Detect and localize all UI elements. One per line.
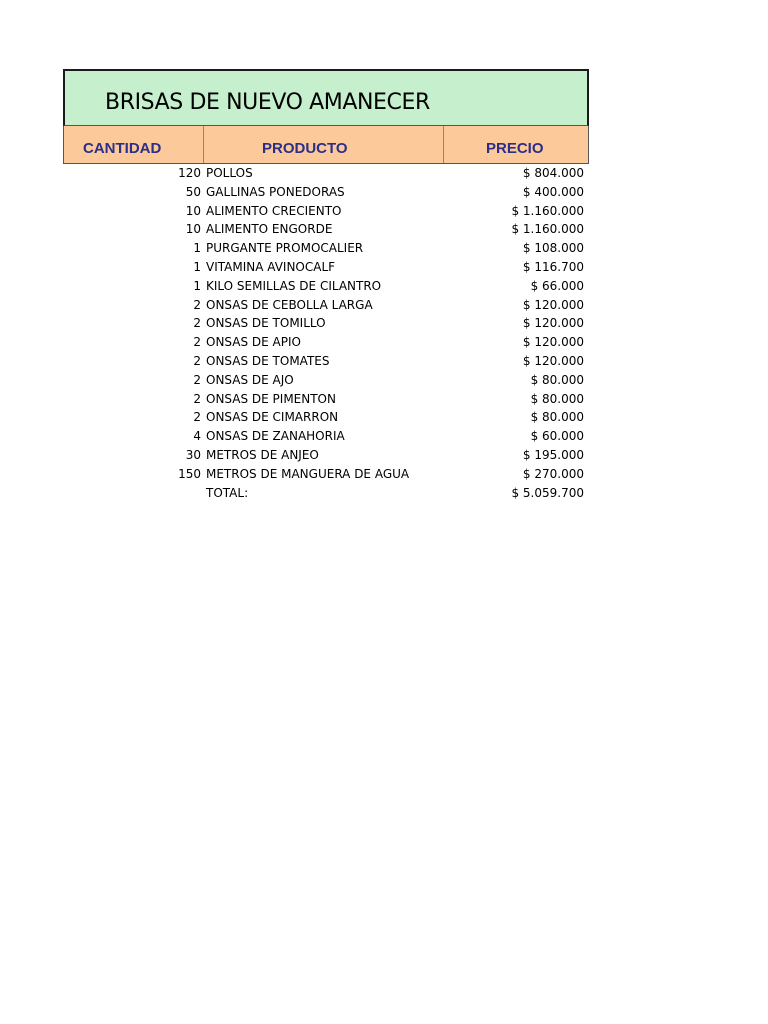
- header-precio: PRECIO: [486, 140, 544, 157]
- cantidad-cell: 2: [193, 410, 201, 425]
- table-row: [63, 220, 589, 239]
- table-row: [63, 277, 589, 296]
- header-producto: PRODUCTO: [204, 126, 444, 163]
- spreadsheet-sheet: [63, 69, 589, 502]
- table-row: [63, 427, 589, 446]
- precio-cell: $ 120.000: [522, 335, 584, 350]
- cantidad-cell: 10: [185, 222, 201, 237]
- producto-cell: ALIMENTO CRECIENTO: [206, 203, 342, 218]
- cantidad-cell: 4: [193, 429, 201, 444]
- precio-cell: $ 108.000: [522, 241, 584, 256]
- cantidad-cell: 2: [193, 391, 201, 406]
- producto-cell: ONSAS DE AJO: [206, 372, 294, 387]
- table-row: [63, 333, 589, 352]
- cantidad-cell: 1: [193, 278, 201, 293]
- producto-cell: ONSAS DE ZANAHORIA: [206, 429, 345, 444]
- precio-cell: $ 120.000: [522, 353, 584, 368]
- precio-cell: $ 270.000: [522, 466, 584, 481]
- precio-cell: $ 400.000: [522, 184, 584, 199]
- precio-cell: $ 120.000: [522, 316, 584, 331]
- cantidad-cell: 2: [193, 353, 201, 368]
- cantidad-cell: 2: [193, 335, 201, 350]
- table-row: [63, 183, 589, 202]
- producto-cell: ONSAS DE CEBOLLA LARGA: [206, 297, 373, 312]
- table-row: [63, 202, 589, 221]
- table-row: [63, 239, 589, 258]
- cantidad-cell: 2: [193, 297, 201, 312]
- cantidad-cell: 2: [193, 316, 201, 331]
- column-header-row: [63, 126, 589, 164]
- precio-cell: $ 80.000: [530, 391, 584, 406]
- cantidad-cell: 50: [185, 184, 201, 199]
- table-row: [63, 314, 589, 333]
- precio-cell: $ 1.160.000: [511, 203, 584, 218]
- precio-cell: $ 804.000: [522, 166, 584, 180]
- precio-cell: $ 80.000: [530, 410, 584, 425]
- cantidad-cell: 1: [193, 241, 201, 256]
- cantidad-cell: 30: [185, 447, 201, 462]
- header-cantidad: CANTIDAD: [64, 126, 204, 163]
- total-row: [63, 484, 589, 503]
- total-price: $ 5.059.700: [511, 485, 584, 500]
- table-row: [63, 390, 589, 409]
- item-rows: [63, 164, 589, 502]
- producto-cell: METROS DE MANGUERA DE AGUA: [206, 466, 410, 481]
- producto-cell: VITAMINA AVINOCALF: [206, 259, 336, 274]
- precio-cell: $ 80.000: [530, 372, 584, 387]
- producto-cell: KILO SEMILLAS DE CILANTRO: [206, 278, 382, 293]
- precio-cell: $ 116.700: [522, 259, 584, 274]
- producto-cell: ALIMENTO ENGORDE: [206, 222, 333, 237]
- table-row: [63, 258, 589, 277]
- producto-cell: ONSAS DE APIO: [206, 335, 301, 350]
- producto-cell: POLLOS: [206, 166, 253, 180]
- table-row: [63, 465, 589, 484]
- cantidad-cell: 2: [193, 372, 201, 387]
- table-row: [63, 408, 589, 427]
- table-row: [63, 164, 589, 183]
- cantidad-cell: 150: [178, 466, 201, 481]
- precio-cell: $ 1.160.000: [511, 222, 584, 237]
- table-row: [63, 352, 589, 371]
- table-row: [63, 446, 589, 465]
- table-row: [63, 296, 589, 315]
- precio-cell: $ 120.000: [522, 297, 584, 312]
- producto-cell: METROS DE ANJEO: [206, 447, 319, 462]
- producto-cell: GALLINAS PONEDORAS: [206, 184, 345, 199]
- producto-cell: ONSAS DE PIMENTON: [206, 391, 336, 406]
- sheet-title: BRISAS DE NUEVO AMANECER: [105, 90, 430, 115]
- precio-cell: $ 60.000: [530, 429, 584, 444]
- cantidad-cell: 120: [178, 166, 201, 180]
- cantidad-cell: 1: [193, 259, 201, 274]
- producto-cell: ONSAS DE CIMARRON: [206, 410, 339, 425]
- total-qty-cell: [63, 484, 201, 503]
- producto-cell: ONSAS DE TOMATES: [206, 353, 330, 368]
- title-band: [63, 69, 589, 126]
- table-row: [63, 371, 589, 390]
- producto-cell: ONSAS DE TOMILLO: [206, 316, 326, 331]
- total-label: TOTAL:: [206, 485, 249, 500]
- precio-cell: $ 66.000: [530, 278, 584, 293]
- producto-cell: PURGANTE PROMOCALIER: [206, 241, 364, 256]
- cantidad-cell: 10: [185, 203, 201, 218]
- precio-cell: $ 195.000: [522, 447, 584, 462]
